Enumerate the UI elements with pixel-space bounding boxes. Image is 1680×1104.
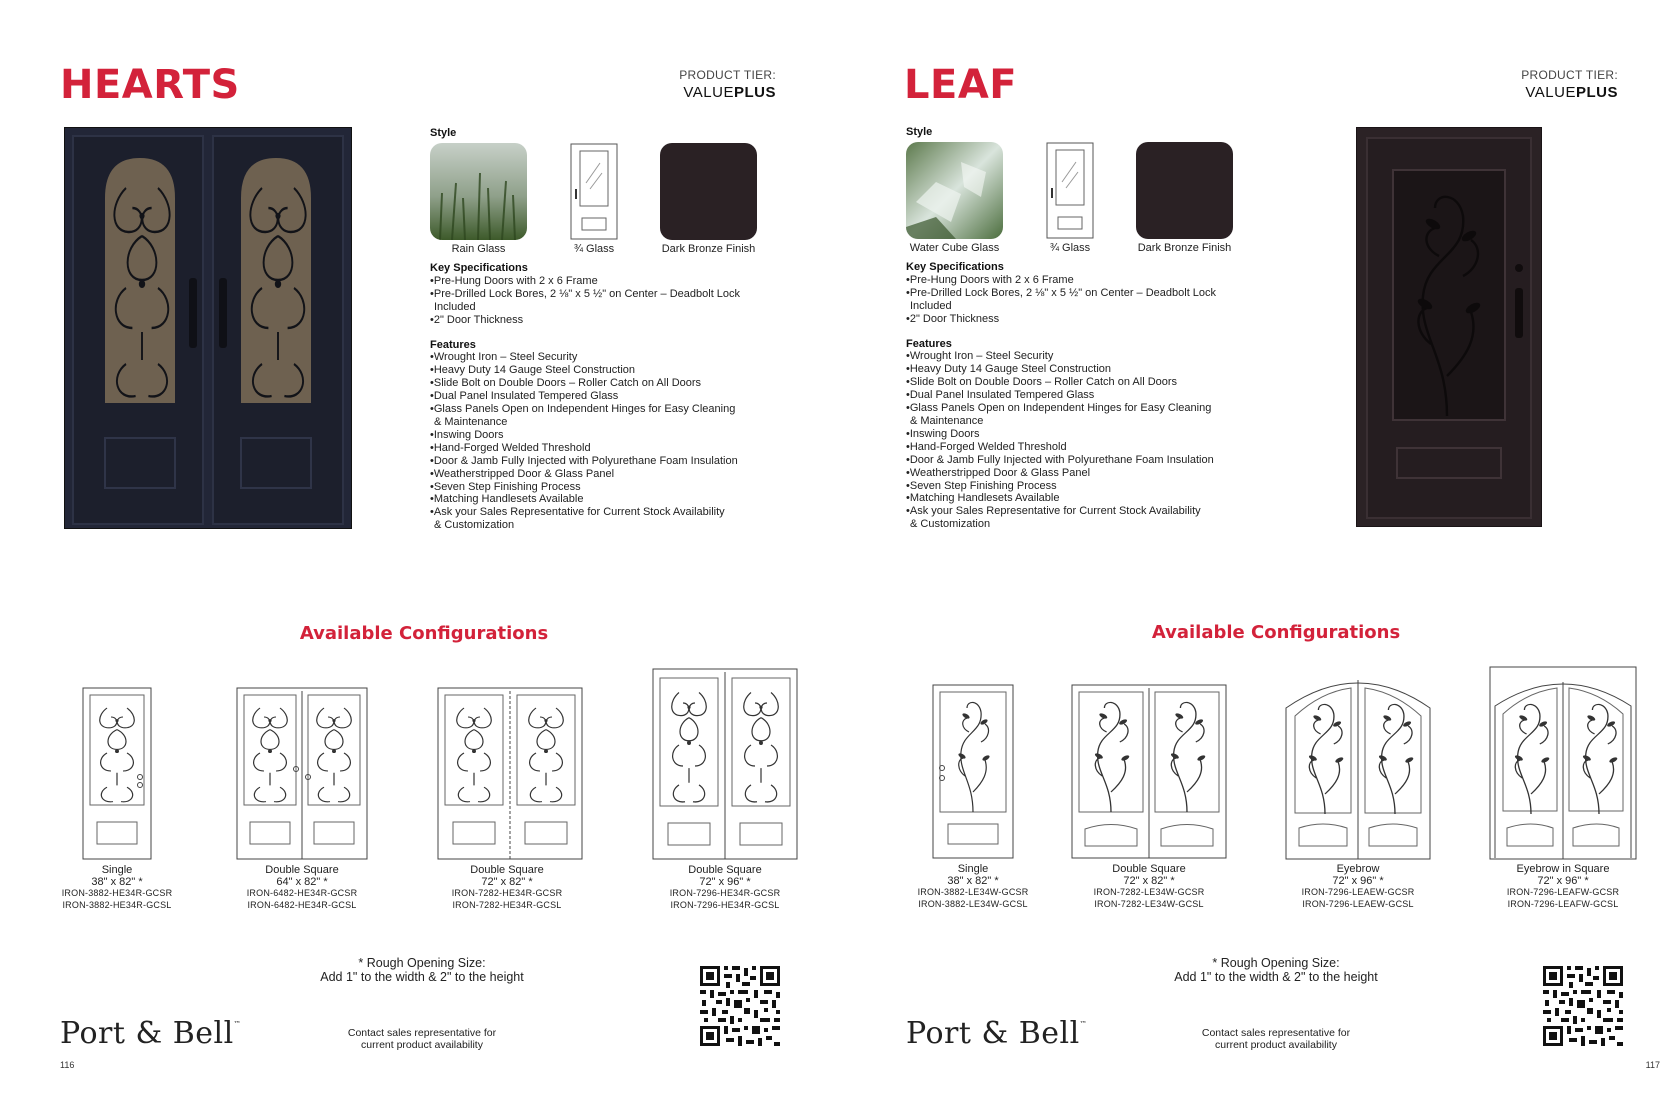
config-caption-4 [1488, 864, 1638, 910]
list-item: •Dual Panel Insulated Tempered Glass [430, 390, 619, 403]
key-specs-heading: Key Specifications [430, 262, 528, 274]
key-specs-list [430, 275, 790, 327]
config-caption-2 [1079, 864, 1219, 910]
config-size: 38" x 82" * [91, 875, 143, 888]
rough-line-2: Add 1" to the width & 2" to the height [320, 970, 524, 984]
tier-label: PRODUCT TIER: [679, 68, 776, 82]
config-size: 38" x 82" * [947, 874, 999, 887]
list-item: •Door & Jamb Fully Injected with Polyurethane Foam Insulation [430, 454, 738, 467]
config-drawing-double-96 [652, 668, 798, 865]
list-item: •Pre-Drilled Lock Bores, 2 ⅛" x 5 ½" on Center – Deadbolt Lock [430, 287, 741, 300]
list-item: •Wrought Iron – Steel Security [430, 351, 578, 364]
config-sku: IRON-6482-HE34R-GCSR [246, 888, 358, 898]
config-caption-1 [47, 865, 187, 911]
swatch-label-2: ¾ Glass [573, 243, 615, 255]
contact-line-2: current product availability [1215, 1039, 1337, 1051]
style-heading: Style [430, 127, 457, 139]
config-sku: IRON-7296-LEAFW-GCSL [1507, 898, 1619, 909]
list-item: •Inswing Doors [906, 427, 980, 440]
config-sku: IRON-3882-HE34R-GCSR [61, 888, 173, 898]
contact-note [322, 1027, 522, 1051]
available-configurations-heading: Available Configurations [1151, 622, 1401, 643]
contact-line-1: Contact sales representative for [1201, 1027, 1351, 1039]
specs-block [430, 262, 790, 544]
list-item: •Matching Handlesets Available [906, 492, 1060, 505]
list-item: •Seven Step Finishing Process [906, 479, 1057, 492]
rough-opening-note [1126, 956, 1426, 984]
specs-block [906, 261, 1266, 543]
page-right [840, 0, 1680, 1104]
config-drawing-eyebrow [1285, 668, 1431, 865]
page-number: 116 [60, 1060, 75, 1070]
tier-value [1418, 84, 1618, 101]
config-sku: IRON-3882-LE34W-GCSR [917, 887, 1029, 897]
list-item: Included [434, 300, 476, 313]
product-title: HEARTS [60, 62, 240, 108]
config-size: 72" x 82" * [1123, 874, 1175, 887]
rough-opening-note [272, 956, 572, 984]
tier-label: PRODUCT TIER: [1521, 68, 1618, 82]
config-drawing-single [932, 684, 1014, 864]
config-drawing-double-72 [1071, 684, 1227, 864]
door-photo [64, 127, 352, 529]
swatch-label-1: Water Cube Glass [909, 242, 1000, 254]
list-item: •Wrought Iron – Steel Security [906, 350, 1054, 363]
rough-line-1: * Rough Opening Size: [1212, 956, 1340, 970]
tier-value-b: PLUS [733, 84, 776, 101]
features-list [906, 350, 1266, 531]
list-item: •Heavy Duty 14 Gauge Steel Construction [430, 364, 636, 377]
key-specs-heading: Key Specifications [906, 261, 1004, 273]
features-heading: Features [430, 338, 476, 351]
config-drawing-eyebrow-in-square [1489, 666, 1637, 865]
config-sku: IRON-7296-LEAEW-GCSR [1301, 887, 1415, 897]
config-size: 72" x 96" * [1537, 874, 1589, 887]
config-drawing-double-64 [236, 687, 368, 865]
features-heading: Features [906, 337, 952, 350]
config-name: Double Square [1112, 863, 1186, 875]
swatch-label-3: Dark Bronze Finish [661, 243, 756, 255]
tier-value [576, 84, 776, 101]
list-item: •Seven Step Finishing Process [430, 480, 581, 493]
tier-value-a: VALUE [1525, 84, 1576, 101]
config-drawing-double-72 [437, 687, 583, 865]
list-item: •Weatherstripped Door & Glass Panel [430, 467, 615, 480]
water-cube-glass-swatch [906, 142, 1003, 239]
config-name: Double Square [470, 864, 544, 876]
features-list [430, 351, 790, 532]
list-item: •Heavy Duty 14 Gauge Steel Construction [906, 363, 1112, 376]
contact-note [1176, 1027, 1376, 1051]
brand-logo [906, 1016, 1087, 1051]
config-sku: IRON-3882-LE34W-GCSL [918, 898, 1028, 909]
swatch-label-1: Rain Glass [451, 243, 506, 255]
tier-value-a: VALUE [683, 84, 734, 101]
list-item: •Door & Jamb Fully Injected with Polyurethane Foam Insulation [906, 453, 1214, 466]
list-item: •Inswing Doors [430, 428, 504, 441]
contact-line-2: current product availability [361, 1039, 483, 1051]
list-item: •Hand-Forged Welded Threshold [906, 440, 1067, 453]
config-sku: IRON-7282-HE34R-GCSR [451, 888, 563, 898]
tier-value-b: PLUS [1575, 84, 1618, 101]
config-name: Single [101, 864, 133, 876]
config-size: 72" x 96" * [1332, 874, 1384, 887]
list-item: Included [910, 299, 952, 312]
key-specs-list [906, 274, 1266, 326]
brand-logo [60, 1016, 241, 1051]
list-item: •Matching Handlesets Available [430, 493, 584, 506]
config-caption-1 [903, 864, 1043, 910]
rough-line-1: * Rough Opening Size: [358, 956, 486, 970]
dark-bronze-swatch [1136, 142, 1233, 239]
three-quarter-glass-icon [570, 143, 618, 240]
list-item: •Glass Panels Open on Independent Hinges for Easy Cleaning [430, 403, 736, 416]
list-item: •2" Door Thickness [430, 313, 524, 326]
config-sku: IRON-3882-HE34R-GCSL [62, 899, 172, 910]
config-name: Eyebrow in Square [1516, 863, 1610, 875]
config-sku: IRON-7296-LEAFW-GCSR [1506, 887, 1620, 897]
logo-tm: ™ [233, 1020, 242, 1028]
config-sku: IRON-7296-HE34R-GCSL [670, 899, 780, 910]
list-item: •Slide Bolt on Double Doors – Roller Catch on All Doors [430, 377, 702, 390]
config-caption-3 [437, 865, 577, 911]
config-caption-2 [232, 865, 372, 911]
config-name: Double Square [265, 864, 339, 876]
config-size: 72" x 96" * [699, 875, 751, 888]
config-sku: IRON-7296-HE34R-GCSR [669, 888, 781, 898]
swatch-label-3: Dark Bronze Finish [1137, 242, 1232, 254]
config-sku: IRON-7296-LEAEW-GCSL [1302, 898, 1414, 909]
dark-bronze-swatch [660, 143, 757, 240]
list-item: •Slide Bolt on Double Doors – Roller Catch on All Doors [906, 376, 1178, 389]
rain-glass-swatch [430, 143, 527, 240]
list-item: •2" Door Thickness [906, 312, 1000, 325]
qr-code[interactable] [698, 964, 782, 1053]
config-name: Single [957, 863, 989, 875]
config-name: Eyebrow [1336, 863, 1380, 875]
three-quarter-glass-icon [1046, 142, 1094, 239]
config-sku: IRON-7282-LE34W-GCSR [1093, 887, 1205, 897]
product-title: LEAF [904, 62, 1018, 108]
logo-text: Port & Bell [60, 1016, 234, 1051]
contact-line-1: Contact sales representative for [347, 1027, 497, 1039]
config-sku: IRON-7282-HE34R-GCSL [452, 899, 562, 910]
list-item: & Customization [434, 519, 515, 532]
logo-text: Port & Bell [906, 1016, 1080, 1051]
list-item: & Maintenance [910, 414, 984, 427]
qr-code[interactable] [1541, 964, 1625, 1053]
list-item: •Dual Panel Insulated Tempered Glass [906, 389, 1095, 402]
list-item: •Weatherstripped Door & Glass Panel [906, 466, 1091, 479]
list-item: •Pre-Hung Doors with 2 x 6 Frame [906, 273, 1074, 286]
config-size: 64" x 82" * [276, 875, 328, 888]
config-caption-4 [652, 865, 798, 911]
config-caption-3 [1288, 864, 1428, 910]
list-item: •Pre-Drilled Lock Bores, 2 ⅛" x 5 ½" on Center – Deadbolt Lock [906, 286, 1217, 299]
list-item: •Hand-Forged Welded Threshold [430, 441, 591, 454]
list-item: & Maintenance [434, 415, 508, 428]
list-item: & Customization [910, 518, 991, 531]
config-drawing-single [82, 687, 152, 865]
list-item: •Glass Panels Open on Independent Hinges for Easy Cleaning [906, 402, 1212, 415]
rough-line-2: Add 1" to the width & 2" to the height [1174, 970, 1378, 984]
product-tier [576, 68, 776, 101]
list-item: •Ask your Sales Representative for Current Stock Availability [906, 505, 1201, 518]
config-sku: IRON-6482-HE34R-GCSL [247, 899, 357, 910]
product-tier [1418, 68, 1618, 101]
swatch-label-2: ¾ Glass [1049, 242, 1091, 254]
config-size: 72" x 82" * [481, 875, 533, 888]
door-photo [1356, 127, 1542, 527]
available-configurations-heading: Available Configurations [299, 623, 549, 644]
page-number: 117 [1645, 1060, 1660, 1070]
config-sku: IRON-7282-LE34W-GCSL [1094, 898, 1204, 909]
config-name: Double Square [688, 864, 762, 876]
style-heading: Style [906, 126, 933, 138]
logo-tm: ™ [1079, 1020, 1088, 1028]
list-item: •Ask your Sales Representative for Current Stock Availability [430, 506, 725, 519]
list-item: •Pre-Hung Doors with 2 x 6 Frame [430, 274, 598, 287]
